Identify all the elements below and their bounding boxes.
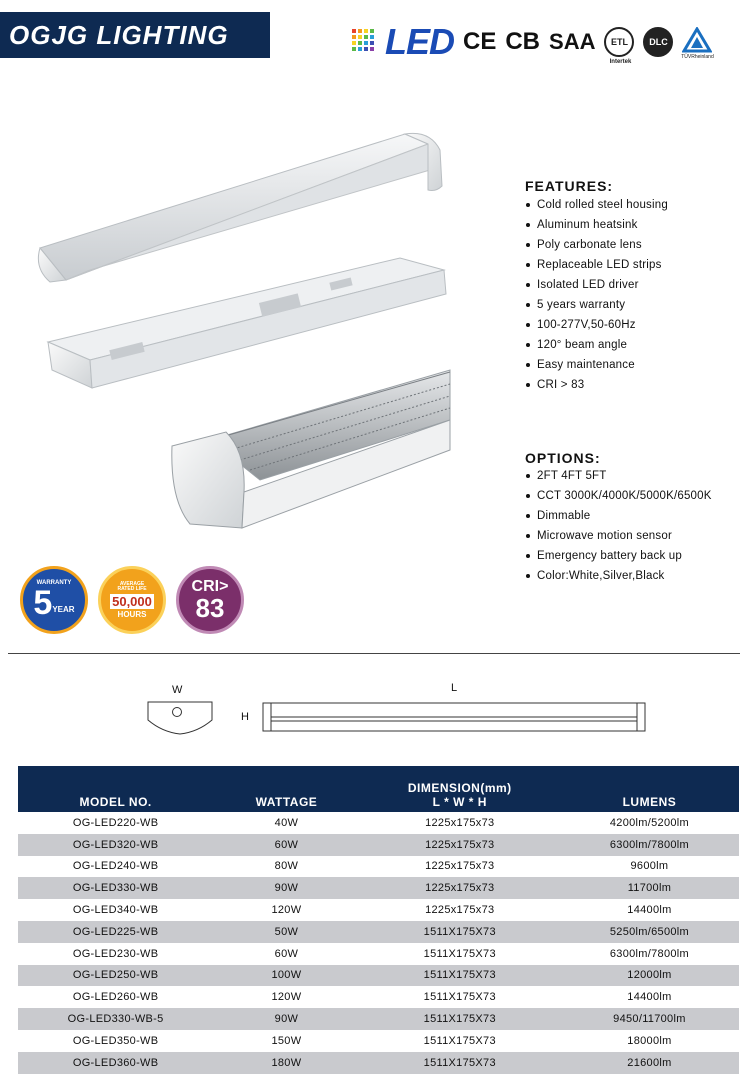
header-dimension-label: DIMENSION(mm) [407,781,512,795]
led-dots-icon [352,29,376,55]
list-item: Cold rolled steel housing [525,195,668,215]
cell-wattage: 100W [213,965,359,987]
cell-wattage: 90W [213,877,359,899]
options-list [525,466,712,586]
warranty-badge-unit: YEAR [52,605,75,614]
cell-dimension: 1225x175x73 [360,877,560,899]
list-item: Aluminum heatsink [525,215,668,235]
rated-life-badge-top: AVERAGE RATED LIFE [117,580,147,592]
header-wattage: WATTAGE [213,766,359,812]
cell-model: OG-LED340-WB [72,904,159,917]
list-item: Emergency battery back up [525,546,712,566]
dlc-mark [643,27,673,57]
cell-dimension: 1225x175x73 [425,904,495,917]
side-view-drawing [260,700,648,734]
cell-wattage: 90W [213,1008,359,1030]
cell-lumens: 18000lm [627,1034,672,1047]
cell-wattage: 120W [271,991,302,1004]
warranty-badge-top: WARRANTY [36,580,72,586]
cell-model: OG-LED320-WB [18,834,213,856]
cell-dimension: 1511X175X73 [360,965,560,987]
list-item: 100-277V,50-60Hz [525,315,668,335]
header-lumens: LUMENS [560,766,739,812]
table-row [18,899,739,921]
dlc-label: DLC [649,37,668,47]
rated-life-badge-unit: HOURS [117,609,147,619]
cell-dimension: 1511X175X73 [360,1008,560,1030]
rated-life-badge [98,566,166,634]
cell-lumens: 9450/11700lm [560,1008,739,1030]
rated-life-badge-number: 50,000 [112,593,152,609]
warranty-badge [20,566,88,634]
cell-dimension: 1511X175X73 [423,1034,496,1047]
cell-dimension: 1511X175X73 [360,1052,560,1074]
cell-wattage: 50W [213,921,359,943]
ce-mark: CE [463,28,497,55]
cell-lumens: 12000lm [560,965,739,987]
brand-banner [0,12,270,58]
list-item: 5 years warranty [525,295,668,315]
features-list [525,195,668,395]
brand-name: OGJG LIGHTING [9,19,229,50]
options-title: OPTIONS: [525,450,601,466]
list-item: Color:White,Silver,Black [525,566,712,586]
cell-model: OG-LED250-WB [18,965,213,987]
cell-lumens: 6300lm/7800lm [560,834,739,856]
table-row [18,943,739,965]
etl-sub-label: Intertek [609,59,632,65]
cell-lumens: 21600lm [560,1052,739,1074]
list-item: Easy maintenance [525,355,668,375]
cell-lumens: 4200lm/5200lm [609,816,689,829]
list-item: CRI > 83 [525,375,668,395]
cell-lumens: 11700lm [560,877,739,899]
header-dimension [360,766,560,812]
led-logo: LED [385,21,454,62]
width-label: W [172,684,183,696]
header-dimension-sub: L * W * H [432,795,487,809]
table-row [18,1008,739,1030]
end-view-drawing [140,696,220,738]
list-item: Isolated LED driver [525,275,668,295]
table-header-row [18,766,739,812]
spec-table [18,766,739,1074]
cell-wattage: 120W [271,904,302,917]
warranty-badge-number: 5 [33,584,53,622]
cell-wattage: 150W [271,1034,302,1047]
height-label: H [241,711,249,723]
tuv-sub-label: TÜVRheinland [681,54,714,60]
cell-model: OG-LED220-WB [72,816,159,829]
cell-dimension: 1511X175X73 [423,991,496,1004]
cell-model: OG-LED330-WB [18,877,213,899]
cell-lumens: 5250lm/6500lm [560,921,739,943]
cell-wattage: 80W [274,860,299,873]
length-label: L [451,682,458,694]
cell-lumens: 6300lm/7800lm [609,947,689,960]
header-model: MODEL NO. [18,766,213,812]
cell-wattage: 60W [213,834,359,856]
cell-dimension: 1225x175x73 [360,834,560,856]
list-item: CCT 3000K/4000K/5000K/6500K [525,486,712,506]
etl-mark [604,27,634,65]
saa-mark: SAA [549,29,596,54]
table-row [18,986,739,1008]
etl-label: ETL [610,37,628,47]
cri-badge [176,566,244,634]
cri-badge-top: CRI> [191,578,229,595]
list-item: Microwave motion sensor [525,526,712,546]
table-row [18,1052,739,1074]
cell-model: OG-LED330-WB-5 [18,1008,213,1030]
section-divider [8,653,740,654]
table-row [18,834,739,856]
list-item: 120° beam angle [525,335,668,355]
list-item: 2FT 4FT 5FT [525,466,712,486]
cell-model: OG-LED230-WB [72,947,159,960]
table-row [18,856,739,878]
cell-dimension: 1511X175X73 [360,921,560,943]
cell-dimension: 1225x175x73 [425,860,495,873]
fixture-open-view [172,370,450,528]
table-row [18,812,739,834]
table-row [18,1030,739,1052]
list-item: Poly carbonate lens [525,235,668,255]
cell-wattage: 40W [274,816,299,829]
fixture-front-view [38,133,442,282]
cell-wattage: 180W [213,1052,359,1074]
product-photos [30,120,460,540]
cell-dimension: 1511X175X73 [423,947,496,960]
cell-wattage: 60W [274,947,299,960]
cell-dimension: 1225x175x73 [425,816,495,829]
table-row [18,877,739,899]
tuv-triangle-icon [682,27,712,53]
cell-model: OG-LED360-WB [18,1052,213,1074]
cell-model: OG-LED240-WB [72,860,159,873]
table-row [18,921,739,943]
cell-lumens: 9600lm [630,860,669,873]
cell-model: OG-LED350-WB [72,1034,159,1047]
features-title: FEATURES: [525,178,614,194]
table-row [18,965,739,987]
cell-lumens: 14400lm [627,991,672,1004]
cell-lumens: 14400lm [627,904,672,917]
list-item: Replaceable LED strips [525,255,668,275]
certification-logos [352,20,744,64]
cri-badge-number: 83 [195,593,225,623]
cb-mark: CB [505,28,541,55]
cell-model: OG-LED260-WB [72,991,159,1004]
list-item: Dimmable [525,506,712,526]
cell-model: OG-LED225-WB [18,921,213,943]
tuv-mark [681,27,714,60]
fixture-back-view [48,258,446,388]
